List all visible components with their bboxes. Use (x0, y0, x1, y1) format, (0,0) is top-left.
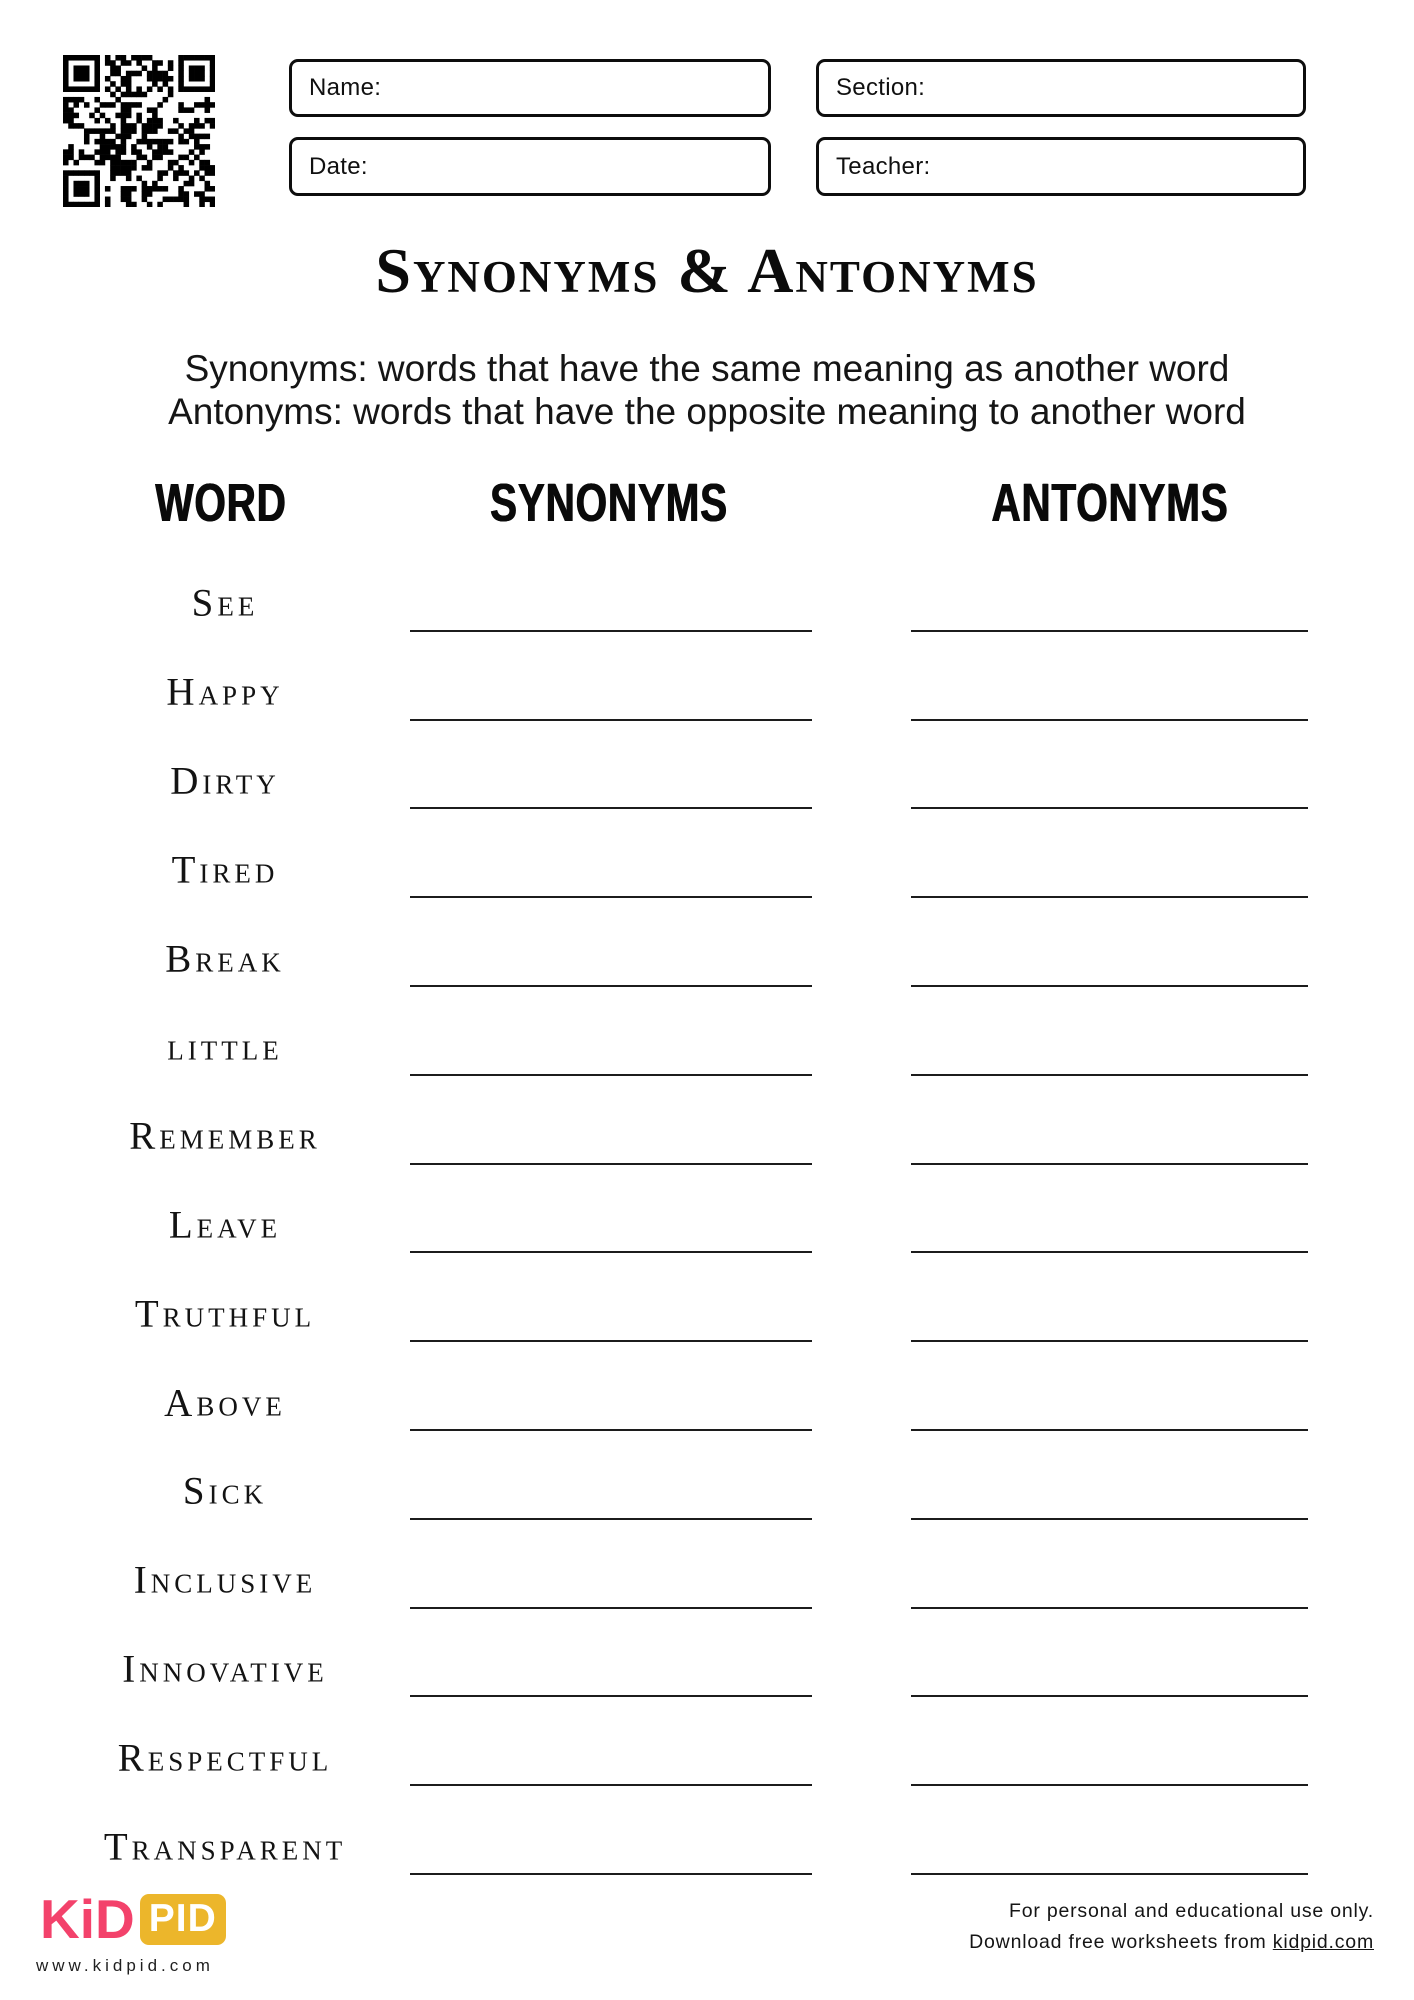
word-label: Transparent (103, 1825, 347, 1869)
name-field[interactable] (289, 59, 771, 117)
page-title: Synonyms & Antonyms (375, 235, 1039, 306)
table-row (0, 1003, 1414, 1092)
antonym-answer-blank[interactable] (911, 1695, 1308, 1697)
name-field-label: Name: (309, 74, 382, 101)
table-row (0, 825, 1414, 914)
word-label: Innovative (122, 1647, 328, 1691)
antonym-answer-blank[interactable] (911, 1163, 1308, 1165)
website-url: www.kidpid.com (36, 1956, 214, 1975)
antonym-answer-blank[interactable] (911, 1784, 1308, 1786)
synonym-answer-blank[interactable] (410, 1607, 812, 1609)
word-label: Sick (182, 1469, 268, 1513)
teacher-field-label: Teacher: (836, 152, 931, 180)
logo-kid-text: KiD (40, 1888, 135, 1950)
qr-code-icon (63, 55, 215, 207)
table-row (0, 1181, 1414, 1270)
word-label: little (167, 1025, 283, 1069)
synonym-answer-blank[interactable] (410, 1784, 812, 1786)
section-field[interactable] (816, 59, 1306, 117)
synonym-answer-blank[interactable] (410, 1695, 812, 1697)
date-field-label: Date: (309, 152, 368, 180)
word-label: Break (165, 937, 285, 981)
table-row (0, 559, 1414, 648)
antonym-answer-blank[interactable] (911, 719, 1308, 721)
word-label: Remember (129, 1114, 321, 1158)
word-label: Truthful (134, 1292, 316, 1336)
synonym-answer-blank[interactable] (410, 1163, 812, 1165)
synonym-definition: Synonyms: words that have the same meaning as another word (184, 348, 1230, 389)
synonym-answer-blank[interactable] (410, 719, 812, 721)
antonym-answer-blank[interactable] (911, 1873, 1308, 1875)
table-row (0, 1447, 1414, 1536)
antonym-answer-blank[interactable] (911, 1074, 1308, 1076)
word-label: Inclusive (133, 1558, 317, 1602)
table-row (0, 737, 1414, 826)
logo-pid-badge: PID (140, 1894, 226, 1945)
synonym-answer-blank[interactable] (410, 1340, 812, 1342)
definitions (0, 347, 1414, 433)
table-header-row (0, 473, 1414, 533)
teacher-field[interactable] (816, 137, 1306, 196)
license-line-2-text: Download free worksheets from (969, 1931, 1273, 1953)
word-label: Happy (166, 670, 284, 714)
table-row (0, 648, 1414, 737)
table-row (0, 1358, 1414, 1447)
word-rows (0, 559, 1414, 1891)
antonym-definition: Antonyms: words that have the opposite meaning to another word (168, 391, 1246, 432)
antonym-answer-blank[interactable] (911, 1251, 1308, 1253)
date-field[interactable] (289, 137, 771, 196)
kidpid-link[interactable]: kidpid.com (1272, 1931, 1374, 1953)
word-label: See (191, 581, 259, 625)
table-row (0, 1713, 1414, 1802)
word-label: Tired (171, 848, 279, 892)
antonym-answer-blank[interactable] (911, 896, 1308, 898)
column-header-antonyms: ANTONYMS (991, 473, 1229, 533)
synonym-answer-blank[interactable] (410, 1518, 812, 1520)
table-row (0, 914, 1414, 1003)
antonym-answer-blank[interactable] (911, 807, 1308, 809)
table-row (0, 1625, 1414, 1714)
column-header-word: WORD (155, 473, 287, 533)
word-label: Above (164, 1381, 286, 1425)
synonym-answer-blank[interactable] (410, 807, 812, 809)
synonym-answer-blank[interactable] (410, 985, 812, 987)
license-note (969, 1896, 1374, 1958)
kidpid-logo (40, 1888, 226, 1950)
word-label: Respectful (117, 1736, 333, 1780)
word-label: Dirty (170, 759, 280, 803)
antonym-answer-blank[interactable] (911, 1518, 1308, 1520)
antonym-answer-blank[interactable] (911, 630, 1308, 632)
antonym-answer-blank[interactable] (911, 1607, 1308, 1609)
qr-code-icon (63, 55, 215, 207)
synonym-answer-blank[interactable] (410, 1873, 812, 1875)
table-row (0, 1092, 1414, 1181)
table-row (0, 1802, 1414, 1891)
column-header-synonyms: SYNONYMS (490, 473, 728, 533)
synonym-answer-blank[interactable] (410, 1074, 812, 1076)
table-row (0, 1536, 1414, 1625)
antonym-answer-blank[interactable] (911, 1340, 1308, 1342)
word-label: Leave (168, 1203, 282, 1247)
license-line-2 (969, 1927, 1374, 1958)
section-field-label: Section: (836, 74, 926, 101)
synonym-answer-blank[interactable] (410, 630, 812, 632)
antonym-answer-blank[interactable] (911, 985, 1308, 987)
antonym-answer-blank[interactable] (911, 1429, 1308, 1431)
table-row (0, 1269, 1414, 1358)
synonym-answer-blank[interactable] (410, 1251, 812, 1253)
synonym-answer-blank[interactable] (410, 896, 812, 898)
synonym-answer-blank[interactable] (410, 1429, 812, 1431)
license-line-1: For personal and educational use only. (1008, 1900, 1374, 1922)
